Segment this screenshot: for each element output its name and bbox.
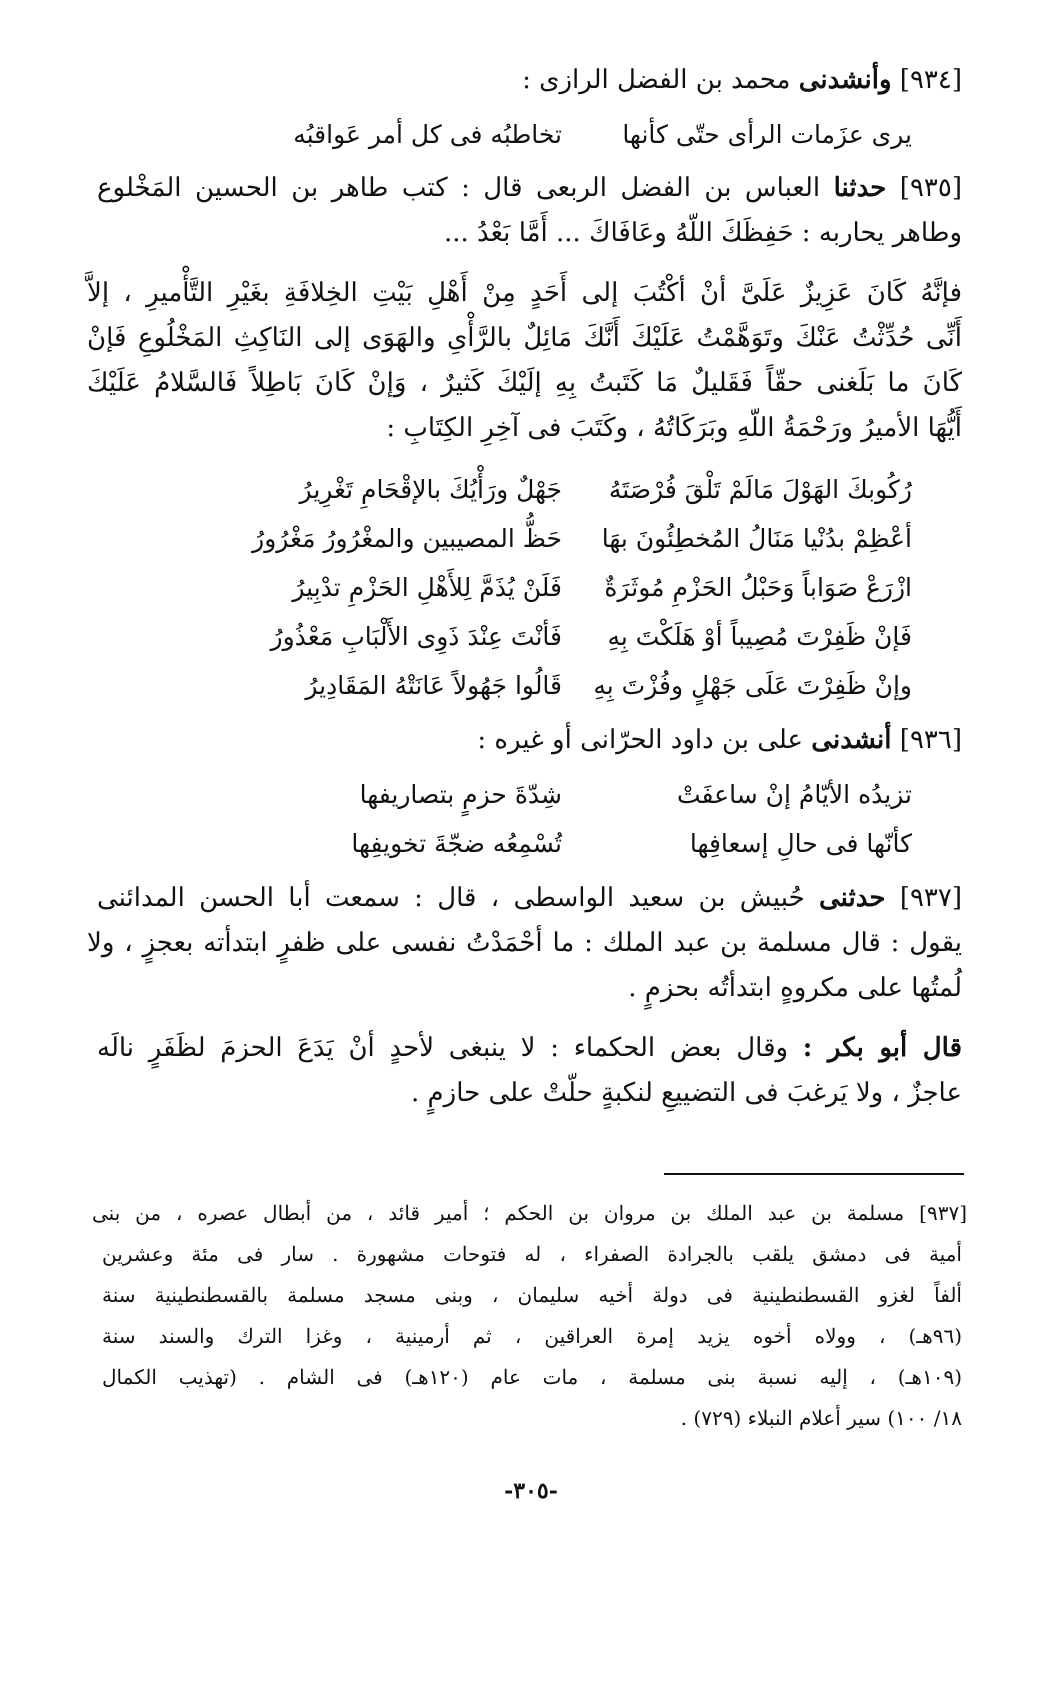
verse-934 bbox=[132, 113, 912, 157]
page-number: -٣٠٥- bbox=[504, 1478, 558, 1504]
footnote-line-4: (٩٦هـ) ، وولاه أخوه يزيد إمرة العراقين ، ثم أرمينية ، وغزا الترك والسند سنة bbox=[102, 1324, 962, 1348]
entry-text: حُبيش بن سعيد الواسطى ، قال : سمعت أبا الحسن المدائنى bbox=[97, 883, 805, 913]
verse-first-hemistich: تزيدُه الأيّامُ إنْ ساعفَتْ bbox=[676, 780, 912, 809]
verse-second-hemistich: تخاطبُه فى كل أمر عَواقبُه bbox=[293, 120, 562, 149]
poem-verse-2 bbox=[132, 517, 912, 561]
entry-head-word: حدثنا bbox=[833, 173, 887, 203]
entry-935-line-2: وطاهر يحاربه : حَفِظَكَ اللّهُ وعَافَاكَ ... أَمَّا بَعْدُ ... bbox=[443, 218, 962, 248]
letter-line-4: أَيُّهَا الأميرُ ورَحْمَةُ اللّهِ وبَرَكَاتُهُ ، وكَتَبَ فى آخِرِ الكِتَابِ : bbox=[386, 413, 962, 443]
entry-text: وقال بعض الحكماء : لا ينبغى لأحدٍ أنْ يَدَعَ الحزمَ لظَفَرٍ نالَه bbox=[97, 1033, 789, 1063]
verse-second-hemistich: فَأنْتَ عِنْدَ ذَوِى الأَلْبَابِ مَعْذُورُ bbox=[270, 622, 562, 651]
verse-first-hemistich: كأنّها فى حالِ إسعافِها bbox=[689, 829, 912, 858]
footnote-line-5: (١٠٩هـ) ، إليه نسبة بنى مسلمة ، مات عام (١٢٠هـ) فى الشام . (تهذيب الكمال bbox=[102, 1365, 962, 1389]
poem-936-verse-2 bbox=[132, 822, 912, 866]
verse-second-hemistich: قَالُوا جَهُولاً عَانَتْهُ المَقَادِيرُ bbox=[305, 671, 562, 700]
entry-936-heading bbox=[97, 720, 962, 760]
poem-verse-4 bbox=[132, 615, 912, 659]
entry-text: على بن داود الحرّانى أو غيره : bbox=[477, 725, 804, 755]
entry-937-line-3: لُمتُها على مكروهٍ ابتدأتُه بحزمٍ . bbox=[628, 973, 962, 1003]
letter-line-2: أَنِّى حُدِّثْتُ عَنْكَ وتَوَهَّمْتُ عَلَيْكَ أَنَّكَ مَائِلٌ بالرَّأْىِ والهَوَى إلى النَاكِثِ المَخْلُوعِ فَإنْ bbox=[87, 323, 962, 353]
entry-number: [٩٣٦] bbox=[899, 725, 962, 755]
entry-head-word: حدثنى bbox=[819, 883, 886, 913]
verse-first-hemistich: رُكُوبكَ الهَوْلَ مَالَمْ تَلْقَ فُرْصَتَهُ bbox=[608, 475, 912, 504]
entry-head-word: أنشدنى bbox=[811, 725, 892, 755]
verse-second-hemistich: حَظُّ المصيبين والمغْرُورُ مَغْرُورُ bbox=[252, 524, 562, 553]
verse-second-hemistich: فَلَنْ يُذَمَّ لِلأَهْلِ الحَزْمِ تدْبِيرُ bbox=[292, 573, 562, 602]
entry-text: العباس بن الفضل الربعى قال : كتب طاهر بن الحسين المَخْلوع bbox=[97, 173, 821, 203]
verse-second-hemistich: جَهْلٌ ورَأْيُكَ بالإقْحَامِ تَغْرِيرُ bbox=[299, 475, 562, 504]
footnote-line-6: ١٨/ ١٠٠) سير أعلام النبلاء (٧٢٩) . bbox=[680, 1406, 962, 1430]
entry-head-word: قال أبو بكر : bbox=[802, 1033, 963, 1063]
verse-first-hemistich: أعْظِمْ بدُنْيا مَنَالُ المُخطِئُونَ بهَا bbox=[601, 524, 912, 553]
entry-937-line-1 bbox=[97, 878, 962, 918]
entry-number: [٩٣٤] bbox=[899, 65, 962, 95]
poem-verse-1 bbox=[132, 468, 912, 512]
letter-line-1: فإنَّهُ كَانَ عَزِيزٌ عَلَىَّ أنْ أكْتُبَ إلى أَحَدٍ مِنْ أَهْلِ بَيْتِ الخِلافَةِ بغَيْرِ التَّأْميرِ ، إلاَّ bbox=[87, 278, 962, 308]
entry-934-heading bbox=[97, 60, 962, 100]
abubakr-line-2: عاجزٌ ، ولا يَرغبَ فى التضييعِ لنكبةٍ حلّتْ على حازمٍ . bbox=[411, 1078, 962, 1108]
entry-number: [٩٣٥] bbox=[899, 173, 962, 203]
footnote-line-1: [٩٣٧] مسلمة بن عبد الملك بن مروان بن الحكم ؛ أمير قائد ، من أبطال عصره ، من بنى bbox=[92, 1201, 967, 1225]
footnote-line-2: أمية فى دمشق يلقب بالجرادة الصفراء ، له فتوحات مشهورة . سار فى مئة وعشرين bbox=[102, 1242, 962, 1266]
entry-number: [٩٣٧] bbox=[899, 883, 963, 913]
poem-verse-5 bbox=[132, 664, 912, 708]
footnote-line-3: ألفاً لغزو القسطنطينية فى دولة أخيه سليمان ، وبنى مسجد مسلمة بالقسطنطينية سنة bbox=[102, 1283, 962, 1307]
verse-second-hemistich: تُسْمِعُه ضجّةَ تخويفِها bbox=[351, 829, 562, 858]
verse-second-hemistich: شِدّةَ حزمٍ بتصاريفها bbox=[359, 780, 562, 809]
verse-first-hemistich: ازْرَعْ صَوَاباً وَحَبْلُ الحَزْمِ مُوثَرَةٌ bbox=[604, 573, 912, 602]
verse-first-hemistich: يرى عزَمات الرأى حتّى كأنها bbox=[622, 120, 912, 149]
footnote-separator bbox=[664, 1173, 964, 1175]
poem-verse-3 bbox=[132, 566, 912, 610]
letter-line-3: كَانَ ما بَلَغنى حقّاً فَقَليلٌ مَا كَتَبتُ بِهِ إلَيْكَ كَثيرٌ ، وَإنْ كَانَ بَاطِلاً فَالسَّلامُ عَلَيْكَ bbox=[87, 368, 962, 398]
entry-935-line-1 bbox=[97, 168, 962, 208]
entry-text: محمد بن الفضل الرازى : bbox=[522, 65, 791, 95]
abubakr-line-1 bbox=[97, 1028, 962, 1068]
poem-936-verse-1 bbox=[132, 773, 912, 817]
verse-first-hemistich: وإنْ ظَفِرْتَ عَلَى جَهْلٍ وفُزْتَ بِهِ bbox=[593, 671, 912, 700]
verse-first-hemistich: فَإنْ ظَفِرْتَ مُصِيباً أوْ هَلَكْتَ بِهِ bbox=[607, 622, 912, 651]
entry-head-word: وأنشدنى bbox=[798, 65, 892, 95]
entry-937-line-2: يقول : قال مسلمة بن عبد الملك : ما أحْمَدْتُ نفسى على ظفرٍ ابتدأته بعجزٍ ، ولا bbox=[87, 928, 962, 958]
